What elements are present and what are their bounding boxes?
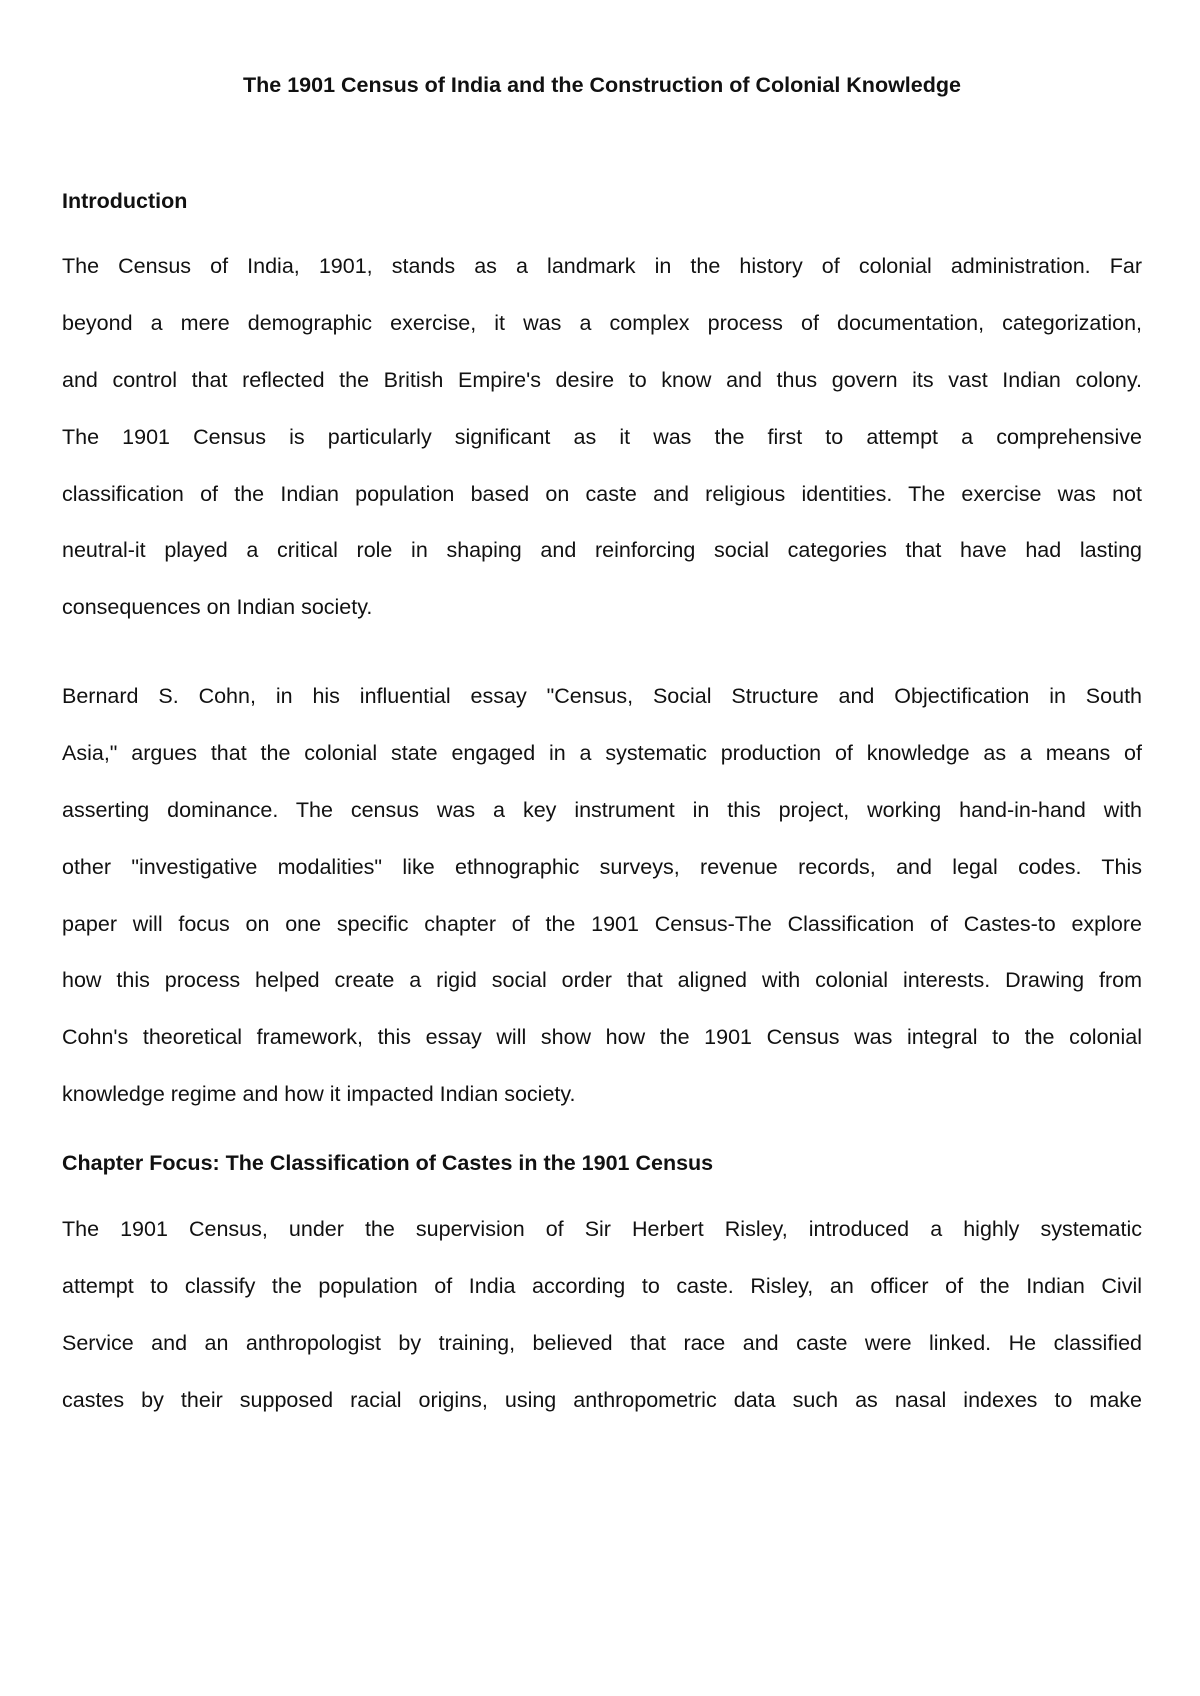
paragraph-chapter-1 — [62, 1201, 1142, 1429]
text-line: other "investigative modalities" like ethnographic surveys, revenue records, and legal codes. This — [62, 854, 1142, 879]
text-line: attempt to classify the population of India according to caste. Risley, an officer of the Indian Civil — [62, 1273, 1142, 1298]
text-line: and control that reflected the British Empire's desire to know and thus govern its vast Indian colony. — [62, 367, 1142, 392]
text-line: neutral-it played a critical role in shaping and reinforcing social categories that have had lasting — [62, 538, 1142, 563]
text-line: Cohn's theoretical framework, this essay will show how the 1901 Census was integral to the colonial — [62, 1025, 1142, 1050]
text-line: Asia," argues that the colonial state engaged in a systematic production of knowledge as a means of — [62, 740, 1142, 765]
section-heading-introduction: Introduction — [62, 189, 188, 213]
text-line: The 1901 Census, under the supervision of Sir Herbert Risley, introduced a highly systematic — [62, 1217, 1142, 1241]
text-line: Service and an anthropologist by training, believed that race and caste were linked. He classified — [62, 1330, 1142, 1355]
text-line: knowledge regime and how it impacted Indian society. — [62, 1082, 576, 1107]
section-heading-chapter-focus: Chapter Focus: The Classification of Castes in the 1901 Census — [62, 1151, 714, 1175]
paragraph-intro-1 — [62, 238, 1142, 636]
text-line: classification of the Indian population based on caste and religious identities. The exercise was not — [62, 481, 1142, 506]
text-line: Bernard S. Cohn, in his influential essay "Census, Social Structure and Objectification in South — [62, 684, 1142, 708]
text-line: beyond a mere demographic exercise, it was a complex process of documentation, categorization, — [62, 310, 1142, 335]
text-line: consequences on Indian society. — [62, 595, 373, 620]
text-line: castes by their supposed racial origins, using anthropometric data such as nasal indexes to make — [62, 1387, 1142, 1412]
text-line: paper will focus on one specific chapter of the 1901 Census-The Classification of Castes-to explore — [62, 911, 1142, 936]
text-line: how this process helped create a rigid social order that aligned with colonial interests. Drawing from — [62, 968, 1142, 993]
text-line: asserting dominance. The census was a key instrument in this project, working hand-in-hand with — [62, 797, 1142, 822]
paragraph-intro-2 — [62, 668, 1142, 1123]
text-line: The Census of India, 1901, stands as a landmark in the history of colonial administration. Far — [62, 254, 1142, 278]
text-line: The 1901 Census is particularly significant as it was the first to attempt a comprehensive — [62, 424, 1142, 449]
document-title: The 1901 Census of India and the Construction of Colonial Knowledge — [243, 73, 961, 97]
